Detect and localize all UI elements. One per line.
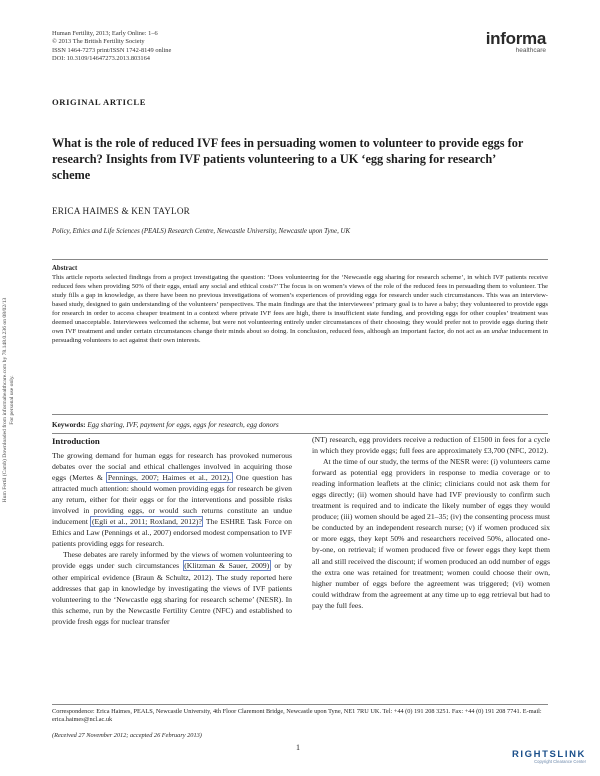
rightslink-logo: RIGHTSLINK <box>511 749 586 760</box>
keywords <box>52 421 548 429</box>
journal-header <box>52 30 171 64</box>
keywords-label: Keywords: <box>52 421 86 429</box>
keywords-top-rule <box>52 414 548 415</box>
intro-paragraph-1 <box>52 450 292 549</box>
issn-line: ISSN 1464-7273 print/ISSN 1742-8149 online <box>52 46 172 54</box>
intro-text: or by other empirical evidence (Braun & Schultz, 2012). The study reported here addresses that gap in knowledge by investigating the views of IVF patients volunteering to the ‘Newcastle egg sharing for research scheme’ (NESR). In this scheme, run by the Newcastle Fertility Centre (NFC) and established to provide fresh eggs for nuclear transfer <box>52 561 293 626</box>
left-column <box>52 450 292 627</box>
citation-link[interactable]: Pennings, 2007; Haimes et al., 2012). <box>107 473 232 483</box>
abstract-body-end: inducement in persuading volunteers to act against their own interests. <box>52 327 548 344</box>
article-type: ORIGINAL ARTICLE <box>52 97 147 107</box>
keywords-terms: Egg sharing, IVF, payment for eggs, eggs for research, egg donors <box>87 421 279 429</box>
introduction-heading: Introduction <box>52 436 100 446</box>
abstract-emphasis: undue <box>491 327 508 335</box>
download-notice: Hum Fertil (Camb) Downloaded from informahealthcare.com by 78.148.0.236 on 08/02/13 <box>2 297 8 503</box>
intro-text: The growing demand for human eggs for research has provoked numerous debates over the social and ethical challenges involved in acquiring those eggs (Mertes & <box>52 451 292 483</box>
publisher-name: informa <box>485 29 546 48</box>
abstract-top-rule <box>52 259 548 260</box>
footer-rule <box>52 704 548 705</box>
copyright-line: © 2013 The British Fertility Society <box>52 38 145 46</box>
citation-link[interactable]: (Egli et al., 2011; Roxland, 2012)? <box>91 517 202 527</box>
abstract-heading: Abstract <box>52 265 78 272</box>
publisher-subtitle: healthcare <box>515 47 546 54</box>
article-authors: ERICA HAIMES & KEN TAYLOR <box>52 206 191 216</box>
abstract-text <box>52 274 548 346</box>
intro-paragraph-cont: (NT) research, egg providers receive a reduction of £1500 in fees for a cycle in which they provide eggs; full fees are approximately £3,700 (NFC, 2012). <box>312 435 550 456</box>
rightslink-badge[interactable] <box>512 749 586 764</box>
page-number: 1 <box>296 743 300 752</box>
intro-text: The ESHRE Task Force on Ethics and Law (Pennings et al., 2007) endorsed modest compensation to IVF patients providing eggs for research. <box>52 517 292 549</box>
right-column <box>312 434 550 611</box>
intro-text: These debates are rarely informed by the views of women volunteering to provide eggs under such circumstances <box>52 550 292 571</box>
intro-paragraph-3: At the time of our study, the terms of the NESR were: (i) volunteers came forward as potential egg providers in response to media coverage or to reading information leaflets at the clinic; clinicians could not ask them for eggs directly; (ii) women should have had IVF previously to confirm such treatment is required and to indicate the likely number of eggs they would produce; (iii) women should be aged 21–35; (iv) the consenting process must be conducted by an independent research nurse; (v) if women produced six or more eggs, they kept 50% and researchers received 50%, allocated one-by-one, on retrieval; if women produced five or fewer eggs they kept them all and still received the discount; if women produced an odd number of eggs the extra one was retained for treatment; women could choose their own, higher number of eggs before the agreement was triggered; (vi) women could withdraw from the agreement at any time up to egg retrieval but had to pay the full fees. <box>312 457 550 610</box>
personal-use-notice: For personal use only. <box>9 375 15 425</box>
abstract-body: This article reports selected findings from a project investigating the question: ‘Does volunteering for the ‘Newcastle egg sharing for research scheme’, in which IVF patients receive reduced fees when providing 50% of their eggs, entail any social and ethical costs?’ The focus is on women’s views of the role of the reduced fees in persuading them to volunteer. The study fills a gap in knowledge, as there have been no previous investigations of women’s experiences of providing eggs for research under such circumstances. This was an interview-based study, designed to gain understanding of the volunteers’ perspectives. The main findings are that the interviewees’ primary goal is to have a baby; they volunteered to provide eggs for research in order to access cheaper treatment in a context where private IVF fees are high, there is insufficient state funding, and providing eggs for other couples’ treatment was deemed unacceptable. Interviewees welcomed the scheme, but were not volunteering entirely under circumstances of their choosing; they would prefer not to provide eggs during their own IVF treatment and under certain circumstances change their minds about so doing. In conclusion, reduced fees, although an important factor, do not act as an <box>52 274 548 335</box>
intro-paragraph-2 <box>52 549 292 626</box>
article-title: What is the role of reduced IVF fees in persuading women to volunteer to provide eggs for research? Insights from IVF patients volunteering to a UK ‘egg sharing for research’ scheme <box>52 136 524 183</box>
correspondence: Correspondence: Erica Haimes, PEALS, Newcastle University, 4th Floor Claremont Bridge, Newcastle upon Tyne, NE1 7RU UK. Tel: +44 (0) 191 208 3251. Fax: +44 (0) 191 208 7741. E-mail: erica.haimes@ncl.ac.uk <box>52 708 542 724</box>
journal-line: Human Fertility, 2013; Early Online: 1–6 <box>52 30 158 37</box>
doi-line: DOI: 10.3109/14647273.2013.803164 <box>52 55 150 63</box>
citation-link[interactable]: (Klitzman & Sauer, 2009) <box>184 561 270 571</box>
rightslink-subtitle: Copyright Clearance Center <box>534 759 586 764</box>
received-dates: (Received 27 November 2012; accepted 26 February 2013) <box>52 732 202 739</box>
author-affiliation: Policy, Ethics and Life Sciences (PEALS) Research Centre, Newcastle University, Newcastle upon Tyne, UK <box>52 228 351 235</box>
intro-text: One question has attracted much attention: should women providing eggs for research be given any return, either for their eggs or for the interventions and possible risks involved in providing eggs, or would such returns constitute an undue inducement <box>52 473 293 527</box>
publisher-logo <box>486 30 546 54</box>
download-watermark <box>2 250 24 550</box>
